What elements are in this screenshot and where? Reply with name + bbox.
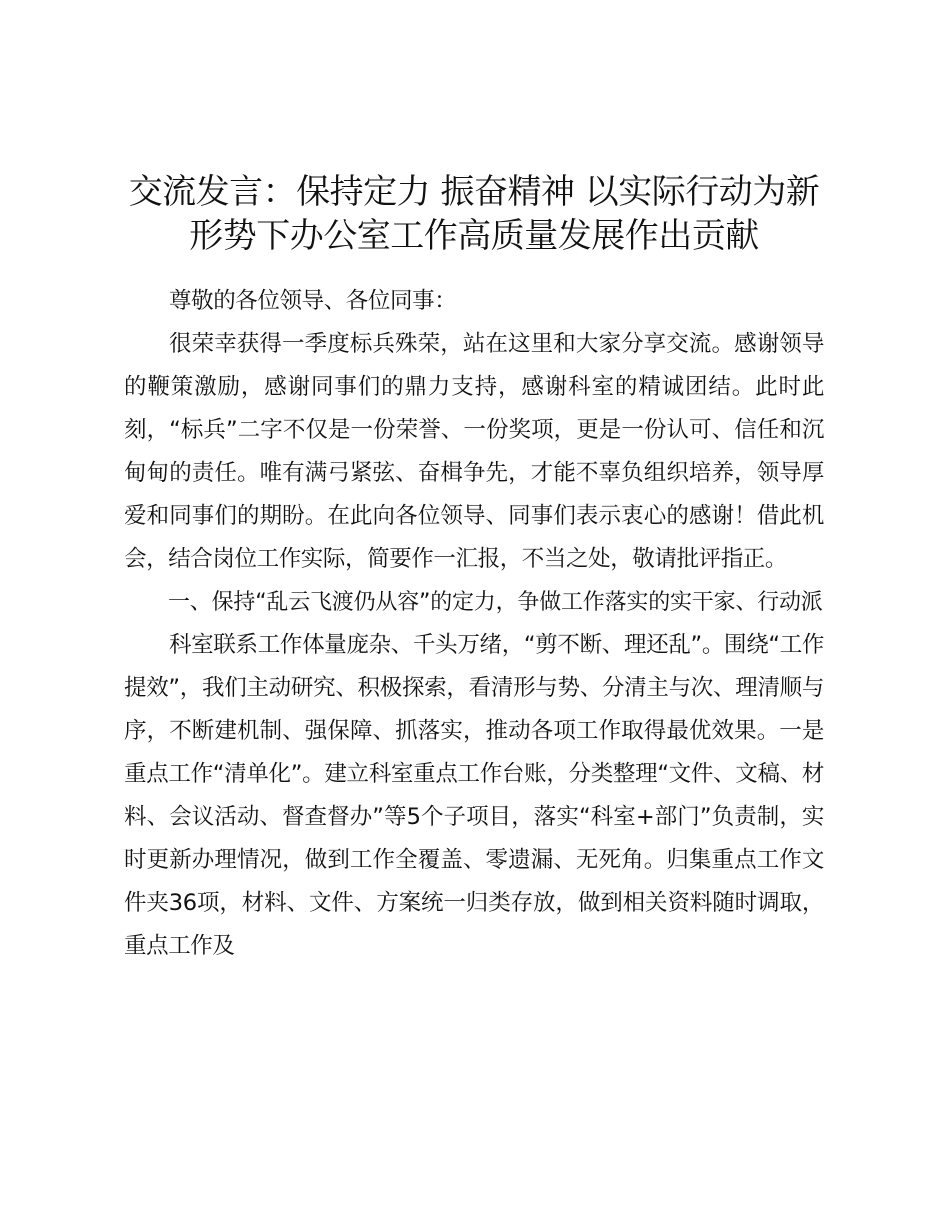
- section-heading-1: 一、保持“乱云飞渡仍从容”的定力，争做工作落实的实干家、行动派: [168, 590, 823, 615]
- body-paragraph-1: 很荣幸获得一季度标兵殊荣，站在这里和大家分享交流。感谢领导的鞭策激励，感谢同事们的鼎力支持，感谢科室的精诚团结。此时此刻，“标兵”二字不仅是一份荣誉、一份奖项，更是一份认可、信任和沉甸甸的责任。唯有满弓紧弦、奋楫争先，才能不辜负组织培养，领导厚爱和同事们的期盼。在此向各位领导、同事们表示衷心的感谢！借此机会，结合岗位工作实际，简要作一汇报，不当之处，敬请批评指正。: [124, 331, 824, 572]
- body-paragraph-2: 科室联系工作体量庞杂、千头万绪，“剪不断、理还乱”。围绕“工作提效”，我们主动研究、积极探索，看清形与势、分清主与次、理清顺与序，不断建机制、强保障、抓落实，推动各项工作取得最优效果。一是重点工作“清单化”。建立科室重点工作台账，分类整理“文件、文稿、材料、会议活动、督查督办”等5个子项目，落实“科室+部门”负责制，实时更新办理情况，做到工作全覆盖、零遗漏、无死角。归集重点工作文件夹36项，材料、文件、方案统一归类存放，做到相关资料随时调取，重点工作及: [124, 632, 824, 959]
- salutation: 尊敬的各位领导、各位同事：: [169, 288, 457, 314]
- document-title: [124, 170, 824, 258]
- title-line-1: 交流发言：保持定力 振奋精神 以实际行动为新: [128, 172, 820, 212]
- title-line-2: 形势下办公室工作高质量发展作出贡献: [189, 216, 759, 256]
